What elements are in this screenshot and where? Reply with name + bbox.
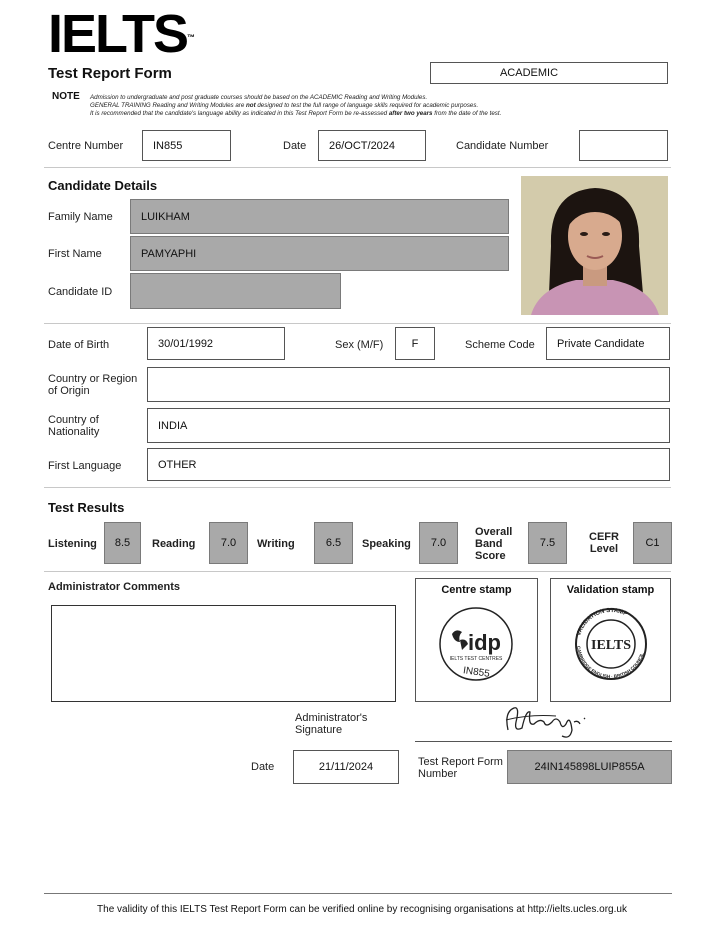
idp-text: idp (468, 630, 501, 655)
country-origin-field (147, 367, 670, 402)
centre-number-label: Centre Number (48, 140, 124, 152)
first-language-label: First Language (48, 460, 122, 472)
centre-stamp-box (415, 578, 538, 702)
footer-verification-text: The validity of this IELTS Test Report Form can be verified online by recognising organisations at http://ielts.ucles.org.uk (97, 904, 627, 915)
candidate-number-field (579, 130, 668, 161)
writing-label: Writing (257, 538, 295, 550)
centre-number-field: IN855 (142, 130, 231, 161)
first-name-field: PAMYAPHI (130, 236, 509, 271)
scheme-code-label: Scheme Code (465, 339, 535, 351)
stamp-ielts-text: IELTS (591, 638, 631, 653)
overall-band-score: 7.5 (528, 522, 567, 564)
candidate-id-label: Candidate ID (48, 286, 113, 298)
listening-score: 8.5 (104, 522, 141, 564)
divider (44, 323, 671, 324)
stamp-ring-top: VALIDATION STAMP (576, 607, 629, 637)
validation-stamp-box (550, 578, 671, 702)
trf-number-field: 24IN145898LUIP855A (507, 750, 672, 784)
candidate-details-title: Candidate Details (48, 178, 158, 193)
note-line-1: Admission to undergraduate and post graduate courses should be based on the ACADEMIC Reading and Writing Modules. (90, 94, 428, 101)
scheme-code-field: Private Candidate (546, 327, 670, 360)
admin-comments-box (51, 605, 396, 702)
idp-subtext: IELTS TEST CENTRES (449, 656, 503, 662)
note-line-3: It is recommended that the candidate's language ability as indicated in this Test Report Form be re-assessed after two years from the date of the test. (90, 110, 502, 117)
test-date-field: 26/OCT/2024 (318, 130, 426, 161)
divider (44, 487, 671, 488)
dob-label: Date of Birth (48, 339, 110, 351)
speaking-label: Speaking (362, 538, 411, 550)
writing-score: 6.5 (314, 522, 353, 564)
page-title: Test Report Form (48, 65, 172, 82)
divider (44, 571, 671, 572)
signature-image (500, 700, 590, 742)
trf-number-label: Test Report Form Number (418, 756, 503, 780)
logo-text: IELTS (48, 4, 188, 64)
date-label: Date (283, 140, 307, 152)
admin-comments-title: Administrator Comments (48, 581, 181, 593)
ielts-logo (48, 4, 196, 64)
note-text (90, 94, 650, 118)
note-line-2: GENERAL TRAINING Reading and Writing Modules are not designed to test the full range of language skills required for academic purposes. (90, 102, 479, 109)
idp-code: IN855 (462, 665, 491, 680)
stamp-ring-bottom: CAMBRIDGE ENGLISH · BRITISH COUNCIL (576, 645, 645, 680)
candidate-number-label: Candidate Number (456, 140, 549, 152)
reading-label: Reading (152, 538, 196, 550)
speaking-score: 7.0 (419, 522, 458, 564)
logo-trademark: ™ (187, 33, 196, 42)
test-results-title: Test Results (48, 500, 125, 515)
footer-divider (44, 893, 672, 894)
first-language-field: OTHER (147, 448, 670, 481)
validation-stamp-title: Validation stamp (566, 584, 655, 596)
overall-band-label: Overall Band Score (475, 526, 513, 562)
centre-stamp-title: Centre stamp (441, 584, 512, 596)
cefr-level-score: C1 (633, 522, 672, 564)
module-field: ACADEMIC (430, 62, 668, 84)
sex-label: Sex (M/F) (335, 339, 384, 351)
family-name-field: LUIKHAM (130, 199, 509, 234)
listening-label: Listening (48, 538, 97, 550)
family-name-label: Family Name (48, 211, 113, 223)
country-origin-label: Country or Region of Origin (48, 373, 138, 397)
sex-field: F (395, 327, 435, 360)
candidate-photo (521, 176, 668, 315)
cefr-level-label: CEFR Level (589, 531, 619, 555)
dob-field: 30/01/1992 (147, 327, 285, 360)
signature-line (415, 741, 672, 742)
ielts-validation-stamp-icon (551, 596, 672, 692)
admin-date-label: Date (251, 761, 275, 773)
admin-date-field: 21/11/2024 (293, 750, 399, 784)
idp-stamp-icon (416, 596, 539, 692)
admin-signature-label: Administrator's Signature (295, 712, 368, 736)
reading-score: 7.0 (209, 522, 248, 564)
candidate-id-field (130, 273, 341, 309)
divider (44, 167, 671, 168)
first-name-label: First Name (48, 248, 102, 260)
nationality-label: Country of Nationality (48, 414, 100, 438)
nationality-field: INDIA (147, 408, 670, 443)
note-label: NOTE (52, 91, 80, 102)
portrait-image (521, 176, 668, 315)
